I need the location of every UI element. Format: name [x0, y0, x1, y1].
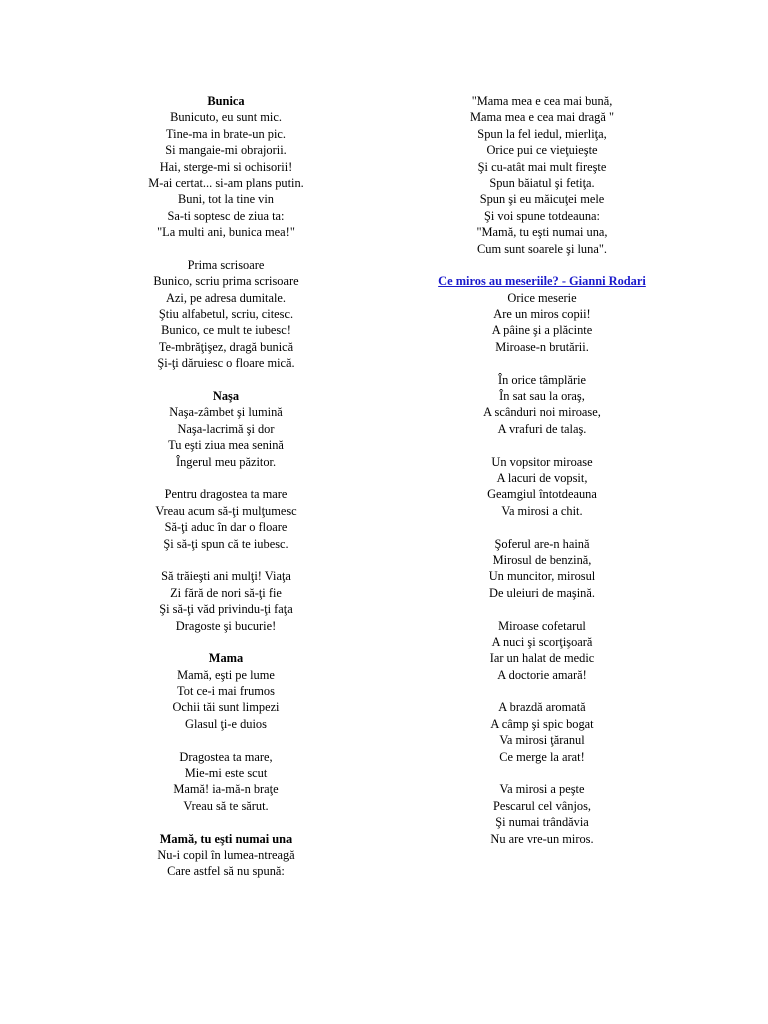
poem-line: Tine-ma in brate-un pic.	[166, 126, 286, 141]
poem-line: Miroase cofetarul	[498, 618, 586, 633]
poem-line: Care astfel să nu spună:	[167, 864, 285, 879]
poem-line: Un muncitor, mirosul	[488, 569, 596, 584]
poem-line: Buni, tot la tine vin	[177, 192, 275, 207]
poem-line: M-ai certat... si-am plans putin.	[148, 175, 304, 190]
stanza-gap	[392, 601, 692, 617]
stanza-gap	[76, 552, 376, 568]
poem-line: Sa-ti soptesc de ziua ta:	[167, 208, 285, 223]
poem-line: Un vopsitor miroase	[491, 454, 593, 469]
poem-line: De uleiuri de maşină.	[489, 585, 595, 600]
poem-line: Naşa-zâmbet şi lumină	[169, 405, 283, 420]
poem-line: Vreau acum să-ţi mulţumesc	[155, 503, 297, 518]
poem-line: A vrafuri de talaş.	[497, 421, 587, 436]
poem-line: Şi numai trândăvia	[495, 815, 589, 830]
poem-line: "Mama mea e cea mai bună,	[471, 94, 613, 108]
poem-line: Pentru dragostea ta mare	[164, 487, 288, 502]
stanza-gap	[392, 683, 692, 699]
poem-line: Ştiu alfabetul, scriu, citesc.	[158, 307, 294, 322]
poem-line: Ochii tăi sunt limpezi	[172, 700, 280, 715]
poem-line: Prima scrisoare	[187, 257, 265, 272]
poem-line: Orice meserie	[507, 290, 577, 305]
stanza-gap	[76, 372, 376, 388]
stanza-gap	[76, 732, 376, 748]
poem-line: A lacuri de vopsit,	[496, 470, 588, 485]
poem-line: Şi să-ţi văd privindu-ţi faţa	[159, 602, 293, 617]
poem-line: Tot ce-i mai frumos	[177, 684, 275, 699]
stanza-gap	[392, 355, 692, 371]
poem-line: Miroase-n brutării.	[495, 339, 589, 354]
poem-line: A nuci şi scorţişoară	[491, 634, 593, 649]
stanza-gap	[392, 437, 692, 453]
poem-line: Azi, pe adresa dumitale.	[165, 290, 287, 305]
poem-line: Dragostea ta mare,	[179, 749, 273, 764]
stanza-gap	[392, 765, 692, 781]
poem-line: Şi să-ţi spun că te iubesc.	[163, 536, 289, 551]
poem-line: Glasul ţi-e duios	[185, 716, 267, 731]
poem-title: Mama	[208, 651, 244, 666]
poem-line: Bunico, ce mult te iubesc!	[161, 323, 291, 338]
stanza-gap	[392, 519, 692, 535]
poem-line: Va mirosi a peşte	[499, 782, 585, 797]
poem-line: Mamă, eşti pe lume	[177, 667, 275, 682]
poem-line: Dragoste şi bucurie!	[175, 618, 277, 633]
poem-line: Să trăieşti ani mulţi! Viaţa	[161, 569, 291, 584]
poem-title: Bunica	[207, 94, 245, 108]
poem-line: Cum sunt soarele şi luna".	[477, 241, 607, 256]
poem-line: "La multi ani, bunica mea!"	[157, 225, 295, 240]
poem-line: A doctorie amară!	[497, 667, 587, 682]
poem-line: Mamă! ia-mă-n braţe	[173, 782, 279, 797]
stanza-gap	[76, 814, 376, 830]
poem-line: Şi-ţi dăruiesc o floare mică.	[157, 356, 295, 371]
poem-line: A câmp şi spic bogat	[490, 716, 594, 731]
poem-title: Naşa	[212, 389, 240, 404]
poem-line: Îngerul meu păzitor.	[175, 454, 277, 469]
poem-line: Bunico, scriu prima scrisoare	[153, 274, 299, 289]
poem-line: A brazdă aromată	[498, 700, 586, 715]
poem-line: Si mangaie-mi obrajorii.	[165, 143, 287, 158]
poem-line: Şi voi spune totdeauna:	[484, 208, 600, 223]
right-column	[392, 93, 692, 847]
poem-line: În orice tâmplărie	[497, 372, 587, 387]
poem-line: Mama mea e cea mai dragă "	[469, 110, 615, 125]
poem-title: Mamă, tu eşti numai una	[159, 831, 293, 846]
poem-line: Bunicuto, eu sunt mic.	[170, 110, 282, 125]
stanza-gap	[76, 470, 376, 486]
poem-line: Mirosul de benzină,	[492, 552, 592, 567]
poem-line: Naşa-lacrimă şi dor	[177, 421, 275, 436]
stanza-gap	[76, 241, 376, 257]
poem-line: Spun băiatul şi fetiţa.	[489, 175, 595, 190]
poem-line: Spun la fel iedul, mierliţa,	[477, 126, 607, 141]
poem-line: Vreau să te sărut.	[183, 798, 269, 813]
poem-line: A pâine şi a plăcinte	[491, 323, 593, 338]
poem-line: Ce merge la arat!	[499, 749, 585, 764]
poem-title-link[interactable]: Ce miros au meseriile? - Gianni Rodari	[438, 274, 646, 289]
poem-line: Şoferul are-n haină	[494, 536, 590, 551]
poem-line: Mie-mi este scut	[184, 766, 268, 781]
poem-line: Hai, sterge-mi si ochisorii!	[159, 159, 293, 174]
poem-line: Şi cu-atât mai mult fireşte	[477, 159, 607, 174]
poem-line: Geamgiul întotdeauna	[487, 487, 597, 502]
poem-line: Nu-i copil în lumea-ntreagă	[157, 847, 295, 862]
poem-line: "Mamă, tu eşti numai una,	[476, 225, 608, 240]
left-column	[76, 93, 376, 880]
stanza-gap	[392, 257, 692, 273]
poem-line: Pescarul cel vânjos,	[492, 798, 592, 813]
poem-line: Te-mbrăţişez, dragă bunică	[158, 339, 294, 354]
poem-line: Va mirosi ţăranul	[499, 733, 585, 748]
poem-line: Tu eşti ziua mea senină	[168, 438, 284, 453]
poem-line: Iar un halat de medic	[489, 651, 595, 666]
poem-line: Spun şi eu măicuţei mele	[479, 192, 605, 207]
stanza-gap	[76, 634, 376, 650]
poem-line: Va mirosi a chit.	[501, 503, 583, 518]
poem-line: Zi fără de nori să-ţi fie	[170, 585, 282, 600]
poem-line: Are un miros copii!	[493, 307, 591, 322]
poem-line: A scânduri noi miroase,	[483, 405, 601, 420]
poem-line: Să-ţi aduc în dar o floare	[164, 520, 288, 535]
poem-line: Nu are vre-un miros.	[490, 831, 594, 846]
poem-line: În sat sau la oraş,	[499, 389, 585, 404]
poem-line: Orice pui ce vieţuieşte	[486, 143, 598, 158]
